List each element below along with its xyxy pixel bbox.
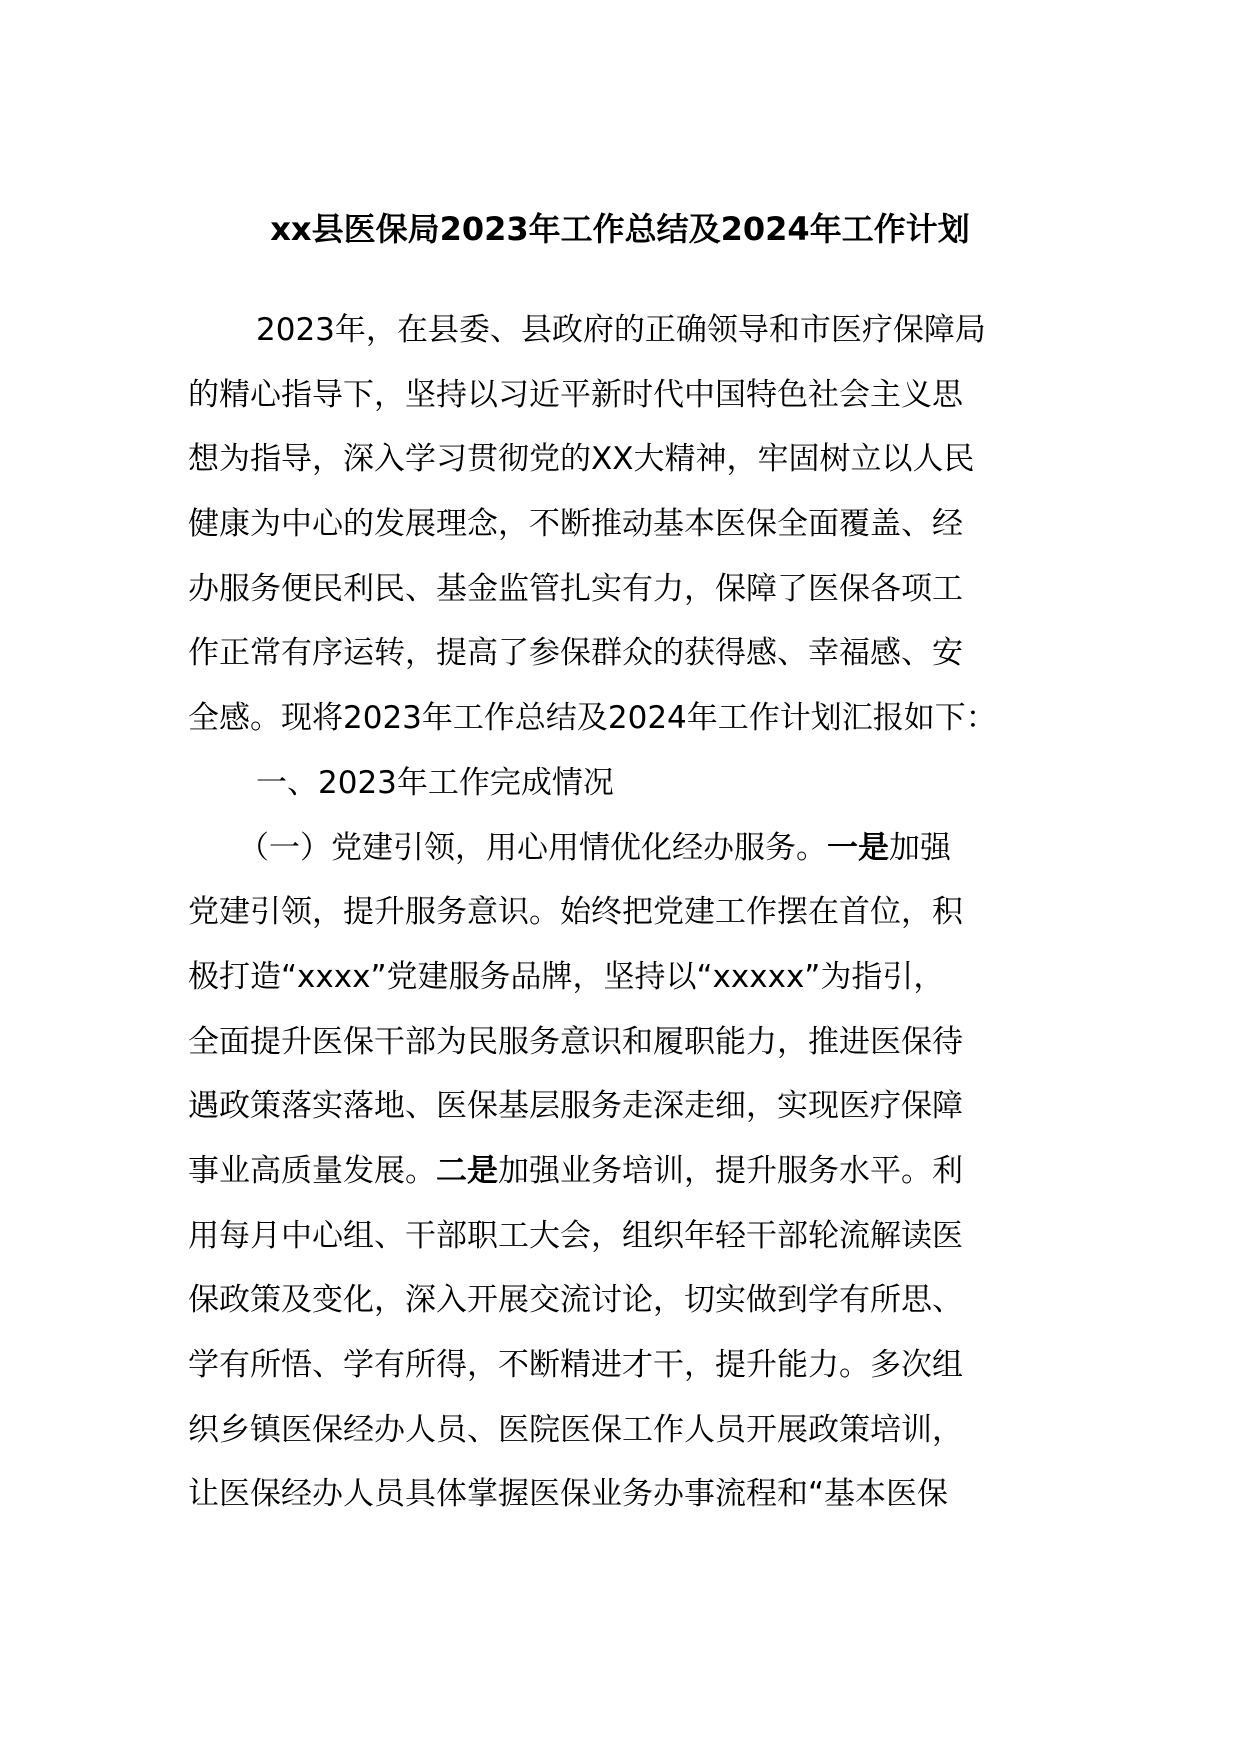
subsection-line: [188, 816, 1088, 881]
bold-marker: 二是: [436, 1152, 498, 1189]
paragraph-line: [188, 1139, 1088, 1204]
paragraph-line: 的精心指导下，坚持以习近平新时代中国特色社会主义思: [188, 376, 963, 413]
paragraph-line: 作正常有序运转，提高了参保群众的获得感、幸福感、安: [188, 635, 963, 672]
paragraph-text: 事业高质量发展。: [188, 1152, 436, 1189]
paragraph-line: 办服务便民利民、基金监管扎实有力，保障了医保各项工: [188, 570, 963, 607]
paragraph-line: 党建引领，提升服务意识。始终把党建工作摆在首位，积: [188, 894, 963, 931]
document-title: xx县医保局2023年工作总结及2024年工作计划: [270, 210, 970, 248]
document-body: [188, 298, 1088, 1527]
paragraph-text: 加强业务培训，提升服务水平。利: [498, 1152, 963, 1189]
paragraph-line: 极打造“xxxx”党建服务品牌，坚持以“xxxxx”为指引，: [188, 958, 945, 995]
paragraph-line: 用每月中心组、干部职工大会，组织年轻干部轮流解读医: [188, 1217, 963, 1254]
paragraph-line: 织乡镇医保经办人员、医院医保工作人员开展政策培训，: [188, 1411, 963, 1448]
paragraph-line: 保政策及变化，深入开展交流讨论，切实做到学有所思、: [188, 1282, 963, 1319]
paragraph-line: 想为指导，深入学习贯彻党的XX大精神，牢固树立以人民: [188, 441, 975, 478]
subsection-heading: （一）党建引领，用心用情优化经办服务。: [238, 829, 827, 866]
paragraph-line: 遇政策落实落地、医保基层服务走深走细，实现医疗保障: [188, 1088, 963, 1125]
paragraph-line: 全面提升医保干部为民服务意识和履职能力，推进医保待: [188, 1023, 963, 1060]
paragraph-line: 全感。现将2023年工作总结及2024年工作计划汇报如下：: [188, 700, 997, 737]
paragraph-text: 加强: [889, 829, 951, 866]
paragraph-line: 学有所悟、学有所得，不断精进才干，提升能力。多次组: [188, 1347, 963, 1383]
paragraph-line: 2023年，在县委、县政府的正确领导和市医疗保障局: [256, 312, 986, 348]
section-heading: 一、2023年工作完成情况: [256, 764, 614, 801]
paragraph-line: 健康为中心的发展理念，不断推动基本医保全面覆盖、经: [188, 506, 963, 543]
bold-marker: 一是: [827, 829, 889, 866]
paragraph-line: 让医保经办人员具体掌握医保业务办事流程和“基本医保: [188, 1476, 949, 1513]
